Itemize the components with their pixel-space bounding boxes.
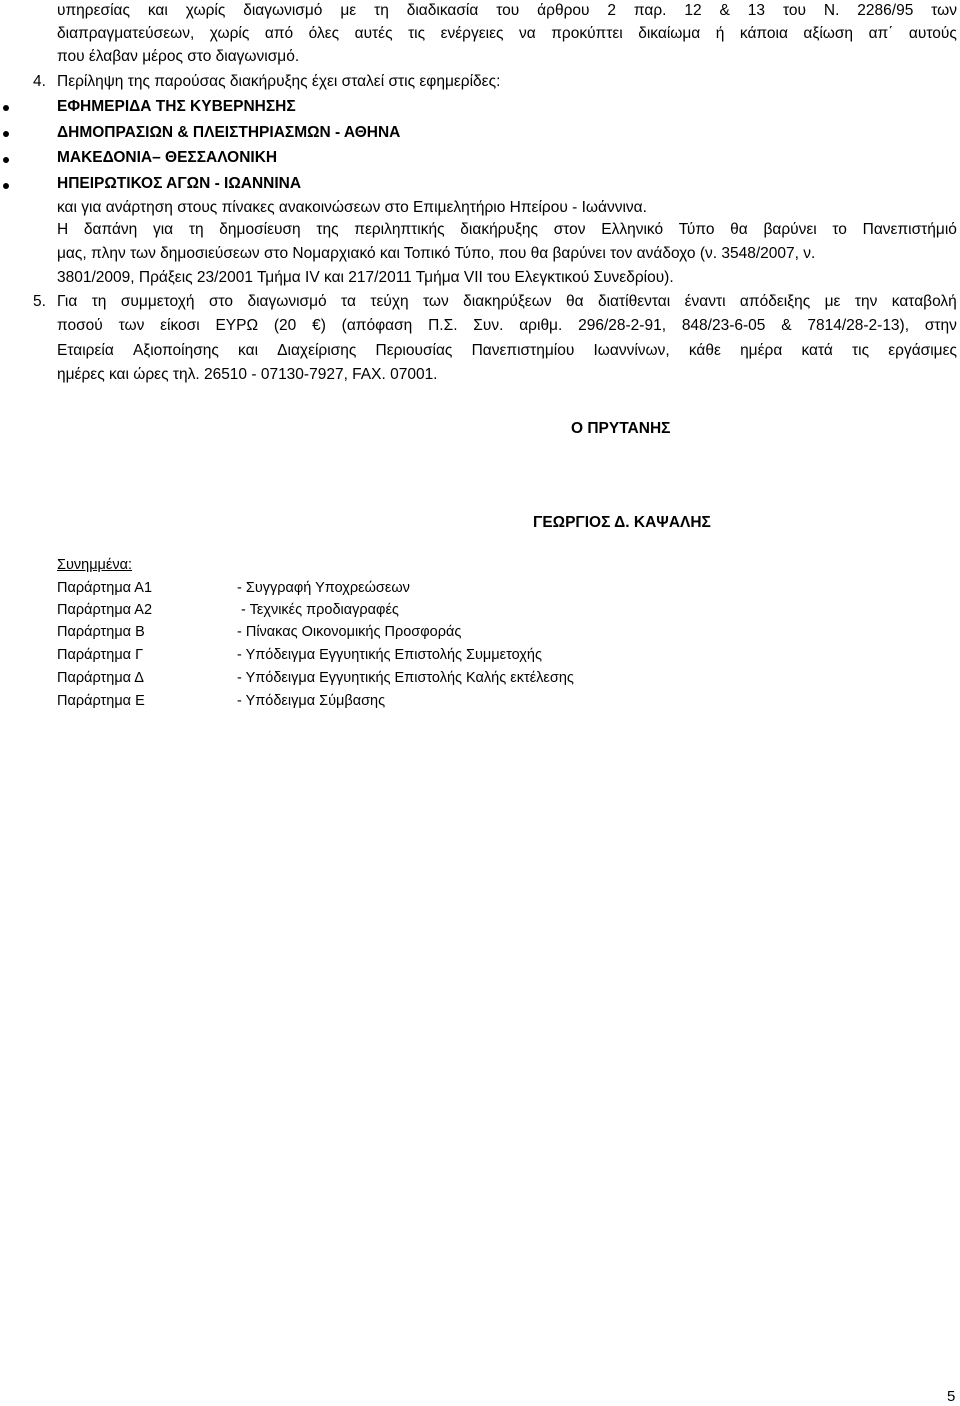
page-number: 5	[947, 1388, 956, 1405]
word: προκύπτει	[551, 25, 623, 42]
word: περιληπτικής	[354, 221, 445, 238]
word: &	[781, 317, 792, 334]
word: 2286/95	[857, 2, 914, 19]
bullet-icon	[3, 131, 9, 137]
word: τις	[852, 342, 870, 359]
newspaper-item: ΗΠΕΙΡΩΤΙΚΟΣ ΑΓΩΝ - ΙΩΑΝΝΙΝΑ	[57, 175, 302, 192]
word: διαγωνισμό	[247, 293, 327, 310]
newspaper-item: ΔΗΜΟΠΡΑΣΙΩΝ & ΠΛΕΙΣΤΗΡΙΑΣΜΩΝ - ΑΘΗΝΑ	[57, 124, 401, 141]
word: Η	[57, 221, 69, 238]
word: ημέρα	[740, 342, 783, 359]
word: της	[316, 221, 339, 238]
word: αριθμ.	[519, 317, 563, 334]
word: χωρίς	[209, 25, 250, 42]
item-5-line-1	[57, 291, 957, 313]
signature-title: Ο ΠΡΥΤΑΝΗΣ	[571, 420, 671, 437]
item-4-number: 4.	[33, 73, 46, 90]
word: εργάσιμες	[888, 342, 957, 359]
word: δημοσίευση	[219, 221, 301, 238]
word: &	[719, 2, 730, 19]
word: διακήρυξης	[460, 221, 539, 238]
word: διακηρύξεων	[463, 293, 552, 310]
word: απ΄	[868, 25, 894, 42]
annex-label: Παράρτημα Α2	[57, 602, 153, 618]
word: Για	[57, 293, 78, 310]
word: αυτούς	[908, 25, 957, 42]
cost-line-2: μας, πλην των δημοσιεύσεων στο Νομαρχιακό και Τοπικό Τύπο, που θα βαρύνει τον ανάδοχο (ν. 3548/2007, ν.	[57, 245, 816, 262]
word: έναντι	[684, 293, 726, 310]
word: 12	[684, 2, 702, 19]
word: την	[854, 293, 878, 310]
word: Συν.	[473, 317, 504, 334]
word: των	[423, 293, 449, 310]
word: καταβολή	[891, 293, 957, 310]
word: Ιωαννίνων,	[593, 342, 670, 359]
word: συμμετοχή	[120, 293, 195, 310]
annex-description: - Υπόδειγμα Εγγυητικής Επιστολής Συμμετοχής	[237, 647, 542, 663]
item-5-number: 5.	[33, 293, 46, 310]
item-5-line-4: ημέρες και ώρες τηλ. 26510 - 07130-7927, FAX. 07001.	[57, 366, 438, 383]
word: διατίθενται	[597, 293, 671, 310]
word: ενέργειες	[440, 25, 504, 42]
annex-description: - Πίνακας Οικονομικής Προσφοράς	[237, 624, 462, 640]
word: Τύπο	[678, 221, 715, 238]
bullet-icon	[3, 183, 9, 189]
word: με	[824, 293, 841, 310]
continuation-line-3: που έλαβαν μέρος στο διαγωνισμό.	[57, 48, 300, 65]
word: παρ.	[633, 2, 667, 19]
word: του	[496, 2, 520, 19]
word: τη	[188, 221, 204, 238]
annex-description: - Συγγραφή Υποχρεώσεων	[237, 580, 410, 596]
word: είκοσι	[160, 317, 200, 334]
cost-line-3: 3801/2009, Πράξεις 23/2001 Τμήμα IV και 217/2011 Τμήμα VII του Ελεγκτικού Συνεδρίου).	[57, 269, 674, 286]
word: ποσού	[57, 317, 103, 334]
annex-description: - Υπόδειγμα Σύμβασης	[237, 693, 386, 709]
word: απόδειξης	[739, 293, 811, 310]
word: των	[931, 2, 957, 19]
continuation-line-1	[57, 0, 957, 22]
word: με	[340, 2, 357, 19]
word: Ν.	[823, 2, 840, 19]
word: του	[782, 2, 806, 19]
annex-label: Παράρτημα Γ	[57, 647, 144, 663]
item-4-text: Περίληψη της παρούσας διακήρυξης έχει σταλεί στις εφημερίδες:	[57, 73, 501, 90]
word: και	[147, 2, 168, 19]
word: 7814/28-2-13),	[807, 317, 910, 334]
word: Περιουσίας	[375, 342, 453, 359]
word: αυτές	[354, 25, 393, 42]
word: €)	[312, 317, 326, 334]
annex-description: - Υπόδειγμα Εγγυητικής Επιστολής Καλής εκτέλεσης	[237, 670, 574, 686]
item-5-line-2	[57, 315, 957, 337]
word: τεύχη	[370, 293, 409, 310]
word: Αξιοποίησης	[132, 342, 219, 359]
word: όλες	[308, 25, 340, 42]
word: βαρύνει	[763, 221, 817, 238]
word: στην	[924, 317, 957, 334]
word: κατά	[801, 342, 833, 359]
word: Διαχείρισης	[277, 342, 357, 359]
attachments-heading: Συνημμένα:	[57, 557, 133, 573]
word: και	[238, 342, 259, 359]
word: Ελληνικό	[601, 221, 664, 238]
word: από	[264, 25, 294, 42]
newspaper-item: ΕΦΗΜΕΡΙΔΑ ΤΗΣ ΚΥΒΕΡΝΗΣΗΣ	[57, 98, 296, 115]
word: τη	[91, 293, 107, 310]
word: στο	[208, 293, 234, 310]
word: τα	[341, 293, 356, 310]
annex-label: Παράρτημα Β	[57, 624, 145, 640]
word: ή	[715, 25, 725, 42]
word: διαδικασία	[406, 2, 479, 19]
word: υπηρεσίας	[57, 2, 130, 19]
bullet-icon	[3, 105, 9, 111]
bullet-icon	[3, 157, 9, 163]
word: δικαίωμα	[638, 25, 701, 42]
word: στον	[553, 221, 586, 238]
word: να	[518, 25, 536, 42]
word: (απόφαση	[341, 317, 413, 334]
annex-description: - Τεχνικές προδιαγραφές	[237, 602, 399, 618]
word: άρθρου	[537, 2, 590, 19]
word: διαπραγματεύσεων,	[57, 25, 195, 42]
word: Εταιρεία	[57, 342, 114, 359]
word: 848/23-6-05	[681, 317, 766, 334]
word: Π.Σ.	[428, 317, 458, 334]
posting-text: και για ανάρτηση στους πίνακες ανακοινώσεων στο Επιμελητήριο Ηπείρου - Ιωάννινα.	[57, 199, 647, 216]
word: Πανεπιστημίου	[471, 342, 575, 359]
annex-label: Παράρτημα Α1	[57, 580, 153, 596]
word: τις	[408, 25, 426, 42]
word: 296/28-2-91,	[578, 317, 667, 334]
annex-label: Παράρτημα Ε	[57, 693, 145, 709]
word: αξίωση	[803, 25, 854, 42]
word: διαγωνισμό	[243, 2, 323, 19]
word: δαπάνη	[83, 221, 138, 238]
word: ΕΥΡΩ	[215, 317, 259, 334]
word: (20	[273, 317, 297, 334]
word: χωρίς	[185, 2, 226, 19]
word: θα	[730, 221, 748, 238]
word: τη	[374, 2, 389, 19]
word: Πανεπιστήμιό	[862, 221, 957, 238]
item-5-line-3	[57, 340, 957, 362]
newspaper-item: ΜΑΚΕΔΟΝΙΑ– ΘΕΣΣΑΛΟΝΙΚΗ	[57, 149, 278, 166]
word: θα	[565, 293, 584, 310]
cost-line-1	[57, 219, 957, 241]
annex-label: Παράρτημα Δ	[57, 670, 144, 686]
continuation-line-2	[57, 23, 957, 45]
signature-name: ΓΕΩΡΓΙΟΣ Δ. ΚΑΨΑΛΗΣ	[533, 514, 711, 531]
word: κάποια	[739, 25, 788, 42]
word: των	[118, 317, 145, 334]
word: 2	[607, 2, 617, 19]
word: το	[832, 221, 847, 238]
word: για	[152, 221, 174, 238]
word: 13	[747, 2, 766, 19]
word: κάθε	[688, 342, 721, 359]
